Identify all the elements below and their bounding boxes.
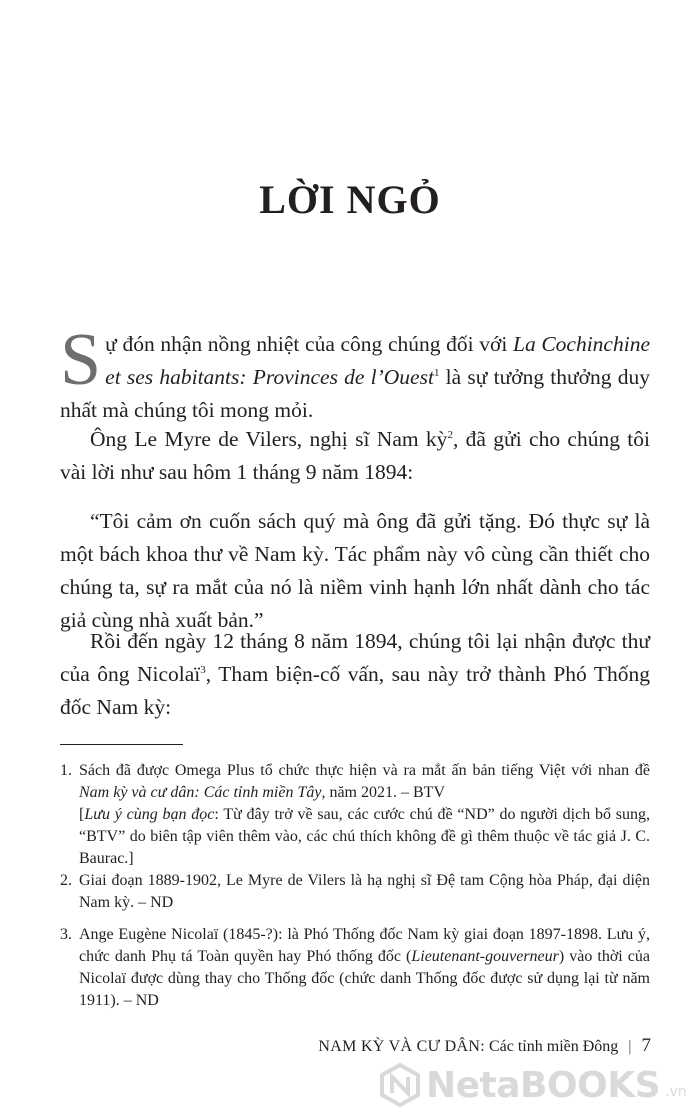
footer-subtitle: Các tỉnh miền Đông — [488, 1038, 619, 1055]
running-footer — [318, 1035, 651, 1057]
footnote-1-note-label: Lưu ý cùng bạn đọc — [84, 806, 215, 823]
paragraph-4-text-b: , Tham biện-cố vấn, sau này trở thành Phó Thống đốc Nam kỳ: — [60, 662, 650, 719]
chapter-title: LỜI NGỎ — [259, 177, 441, 222]
footnote-ref-3[interactable]: 3 — [200, 663, 206, 676]
watermark-suffix: .vn — [665, 1084, 687, 1100]
footnote-1-note-open: [ — [79, 806, 85, 823]
paragraph-1 — [60, 319, 650, 427]
watermark — [378, 1063, 687, 1107]
paragraph-2-text-a: Ông Le Myre de Vilers, nghị sĩ Nam kỳ — [90, 427, 448, 451]
paragraph-1-text-a: ự đón nhận nồng nhiệt của công chúng đối với — [105, 332, 513, 356]
paragraph-2 — [60, 423, 650, 489]
footnote-ref-2[interactable]: 2 — [447, 428, 453, 441]
page-number: 7 — [641, 1035, 651, 1056]
footer-separator: | — [628, 1038, 632, 1055]
footnote-3-number: 3. — [60, 926, 72, 943]
drop-cap: S — [60, 319, 102, 401]
paragraph-1-book-title: La Cochinchine et ses habitants: Provinces de l’Ouest — [105, 332, 650, 389]
footnote-ref-1[interactable]: 1 — [433, 366, 440, 379]
footnote-1-number: 1. — [60, 762, 72, 779]
footnote-1-book-title: Nam kỳ và cư dân: Các tỉnh miền Tây — [79, 784, 322, 801]
footnote-2 — [60, 870, 650, 914]
footnote-3-text-b: ) vào thời của Nicolaï được dùng thay cho Thống đốc (chức danh Thống đốc được sử dụng lại từ năm 1911). – ND — [79, 948, 650, 1009]
footnote-3-text-a: Ange Eugène Nicolaï (1845-?): là Phó Thống đốc Nam kỳ giai đoạn 1897-1898. Lưu ý, chức danh Phụ tá Toàn quyền hay Phó thống đốc ( — [79, 926, 650, 965]
footnote-2-text: Giai đoạn 1889-1902, Le Myre de Vilers là hạ nghị sĩ Đệ tam Cộng hòa Pháp, đại diện Nam kỳ. – ND — [79, 872, 650, 911]
paragraph-4-text-a: Rồi đến ngày 12 tháng 8 năm 1894, chúng tôi lại nhận được thư của ông Nicolaï — [60, 629, 650, 686]
paragraph-4 — [60, 625, 650, 724]
footnote-2-number: 2. — [60, 872, 72, 889]
netabooks-logo-icon — [378, 1063, 422, 1107]
footnote-1 — [60, 760, 650, 804]
footer-series-title: NAM KỲ VÀ CƯ DÂN: — [318, 1038, 485, 1055]
footnote-1-note-text: : Từ đây trở về sau, các cước chú đề “ND” do người dịch bổ sung, “BTV” do biên tập viên thêm vào, các chú thích không đề gì thêm thuộc về tác giả J. C. Baurac.] — [79, 806, 650, 867]
footnote-3-term: Lieutenant-gouverneur — [411, 948, 559, 965]
paragraph-1-text-b: là sự tưởng thưởng duy nhất mà chúng tôi mong mỏi. — [60, 365, 650, 422]
footnote-1-text-b: , năm 2021. – BTV — [321, 784, 445, 801]
footnote-1-text-a: Sách đã được Omega Plus tổ chức thực hiện và ra mắt ấn bản tiếng Việt với nhan đề — [79, 762, 650, 779]
footnote-divider — [60, 744, 183, 745]
quote-paragraph: “Tôi cảm ơn cuốn sách quý mà ông đã gửi tặng. Đó thực sự là một bách khoa thư về Nam kỳ. Tác phẩm này vô cùng cần thiết cho chúng ta, sự ra mắt của nó là niềm vinh hạnh lớn nhất dành cho tác giả cùng nhà xuất bản.” — [60, 509, 650, 632]
footnote-1-note — [79, 804, 650, 870]
watermark-text: NetaBOOKS — [426, 1064, 661, 1106]
footnote-3 — [60, 924, 650, 1012]
paragraph-2-text-b: , đã gửi cho chúng tôi vài lời như sau hôm 1 tháng 9 năm 1894: — [60, 427, 650, 484]
